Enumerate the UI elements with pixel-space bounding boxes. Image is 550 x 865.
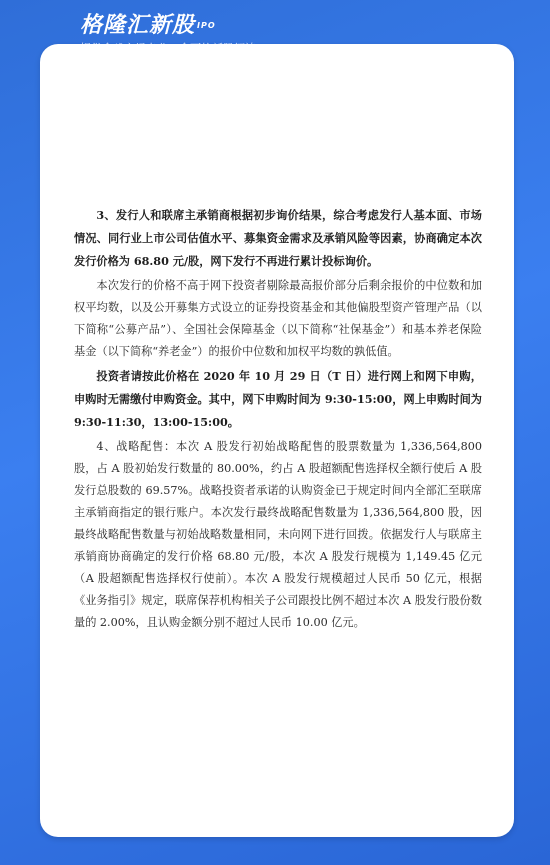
document-body: [74, 204, 482, 636]
paragraph-pricing-result-text: 3、发行人和联席主承销商根据初步询价结果，综合考虑发行人基本面、市场情况、同行业上市公司估值水平、募集资金需求及承销风险等因素，协商确定本次发行价格为 68.80 元/股，网下发行不再进行累计投标询价。: [74, 208, 482, 268]
paragraph-subscription-time-text: 投资者请按此价格在 2020 年 10 月 29 日（T 日）进行网上和网下申购，申购时无需缴付申购资金。其中，网下申购时间为 9:30-15:00，网上申购时间为 9:30-11:30，13:00-15:00。: [74, 369, 482, 429]
brand-ipo-tag: IPO: [197, 21, 216, 30]
paragraph-pricing-result: [74, 204, 482, 273]
paragraph-price-basis: [74, 275, 482, 363]
brand-title: 格隆汇新股: [80, 13, 196, 38]
paragraph-strategic-placement-text: 4、战略配售：本次 A 股发行初始战略配售的股票数量为 1,336,564,800 股，占 A 股初始发行数量的 80.00%，约占 A 股超额配售选择权全额行使后 A 股发行总股数的 69.57%。战略投资者承诺的认购资金已于规定时间内全部汇至联席主承销商指定的银行账户。本次发行最终战略配售数量为 1,336,564,800 股，因最终战略配售数量与初始战略数量相同，未向网下进行回拨。依据发行人与联席主承销商协商确定的发行价格 68.80 元/股，本次 A 股发行规模为 1,149.45 亿元（A 股超额配售选择权行使前）。本次 A 股发行规模超过人民币 50 亿元，根据《业务指引》规定，联席保荐机构相关子公司跟投比例不超过本次 A 股发行股份数量的 2.00%，且认购金额分别不超过人民币 10.00 亿元。: [74, 440, 482, 629]
document-card: [40, 44, 514, 837]
paragraph-strategic-placement: [74, 436, 482, 634]
paragraph-subscription-time: [74, 365, 482, 434]
brand-logo: [80, 14, 256, 38]
paragraph-price-basis-text: 本次发行的价格不高于网下投资者剔除最高报价部分后剩余报价的中位数和加权平均数，以及公开募集方式设立的证券投资基金和其他偏股型资产管理产品（以下简称“公募产品”）、全国社会保障基金（以下简称“社保基金”）和基本养老保险基金（以下简称“养老金”）的报价中位数和加权平均数的孰低值。: [74, 279, 482, 358]
